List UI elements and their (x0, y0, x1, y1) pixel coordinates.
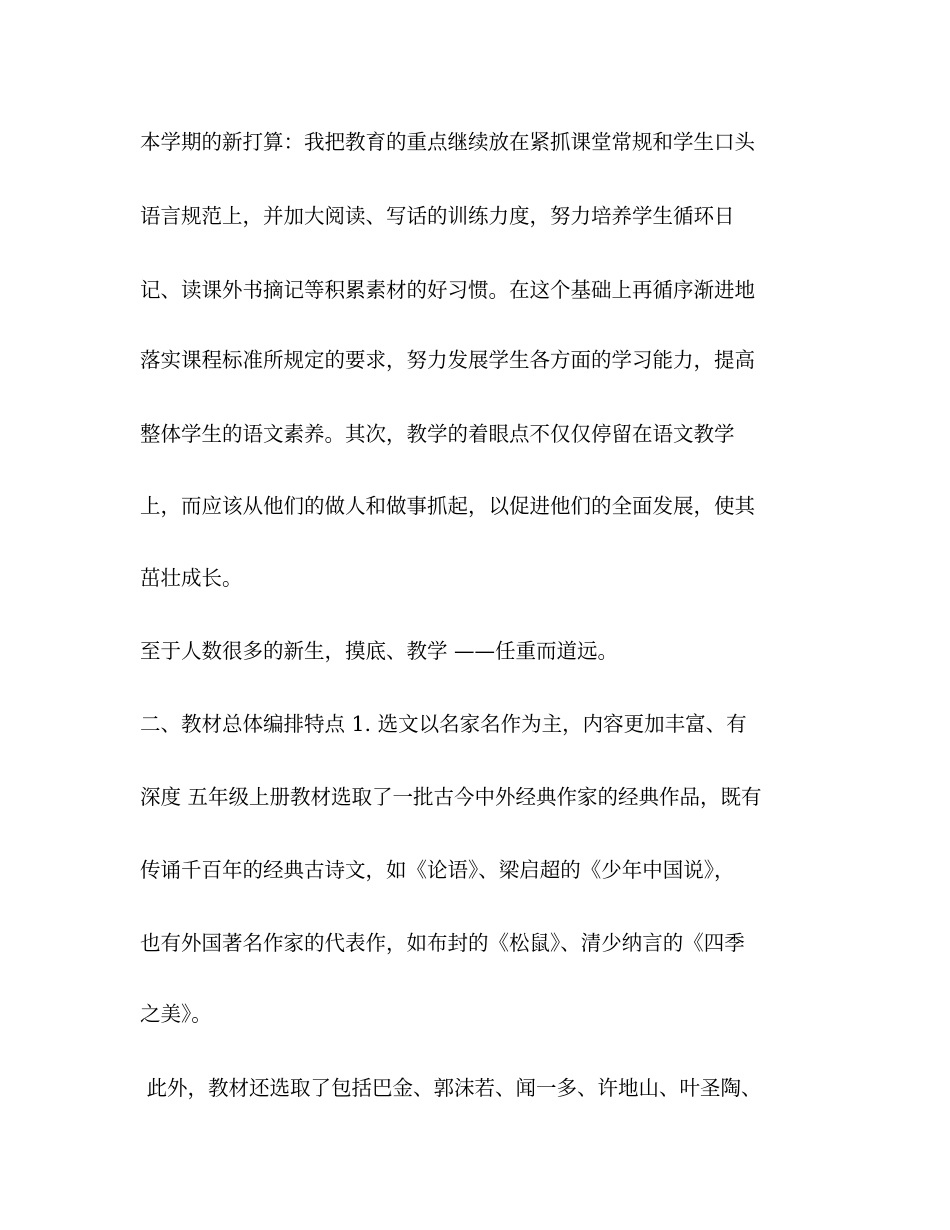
text-line: 至于人数很多的新生，摸底、教学 ——任重而道远。 (140, 639, 619, 663)
text-line: 本学期的新打算：我把教育的重点继续放在紧抓课堂常规和学生口头 (140, 130, 755, 154)
text-line: 也有外国著名作家的代表作，如布封的《松鼠》、清少纳言的《四季 (140, 931, 745, 955)
text-line: 之美》。 (140, 1002, 212, 1026)
text-line: 落实课程标准所规定的要求，努力发展学生各方面的学习能力，提高 (140, 348, 755, 372)
text-line: 整体学生的语文素养。其次，教学的着眼点不仅仅停留在语文教学 (140, 422, 735, 446)
text-line: 传诵千百年的经典古诗文，如《论语》、梁启超的《少年中国说》， (140, 858, 735, 882)
text-line: 上，而应该从他们的做人和做事抓起，以促进他们的全面发展，使其 (140, 494, 755, 518)
text-line: 语言规范上，并加大阅读、写话的训练力度，努力培养学生循环日 (140, 204, 735, 228)
text-line: 此外，教材还选取了包括巴金、郭沫若、闻一多、许地山、叶圣陶、 (140, 1076, 762, 1100)
text-line: 二、教材总体编排特点 1. 选文以名家名作为主，内容更加丰富、有 (140, 712, 747, 736)
text-line: 茁壮成长。 (140, 566, 243, 590)
text-line: 记、读课外书摘记等积累素材的好习惯。在这个基础上再循序渐进地 (140, 278, 755, 302)
text-line: 深度 五年级上册教材选取了一批古今中外经典作家的经典作品，既有 (140, 785, 762, 809)
